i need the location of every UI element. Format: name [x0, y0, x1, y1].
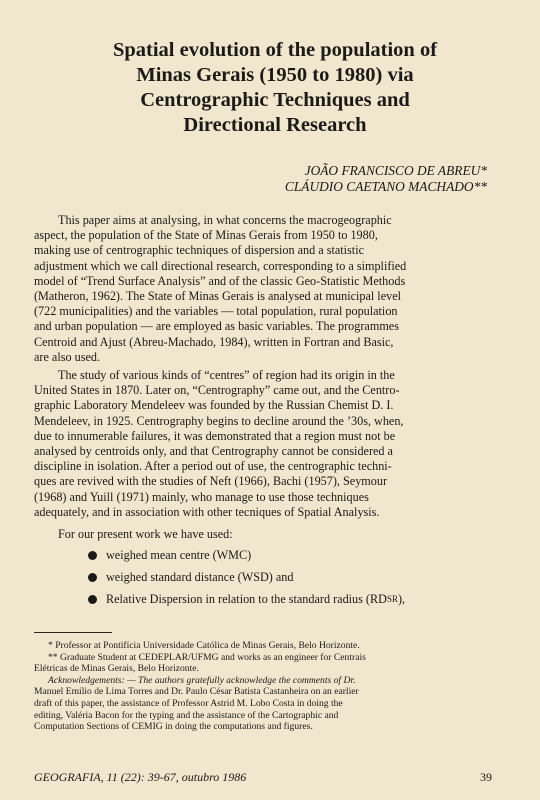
footnote-line: ** Graduate Student at CEDEPLAR/UFMG and works as an engineer for Centrais	[48, 651, 366, 663]
footnote-line: Elétricas de Minas Gerais, Belo Horizonte.	[34, 663, 199, 675]
page-footer	[34, 770, 492, 785]
text-line: ques are revived with the studies of Neft (1966), Bachi (1957), Seymour	[34, 474, 388, 489]
text-line: graphic Laboratory Mendeleev was founded by the Russian Chemist D. I.	[34, 398, 394, 413]
text-line: adequately, and in association with other tecniques of Spatial Analysis.	[34, 504, 380, 519]
list-item	[88, 566, 405, 588]
text-line: (Matheron, 1962). The State of Minas Gerais is analysed at municipal level	[34, 289, 401, 304]
footnote-line: Computation Sections of CEMIG in doing the computations and figures.	[34, 721, 313, 733]
text-line: analysed by centroids only, and that Centrography cannot be considered a	[34, 444, 393, 459]
text-line: Centroid and Ajust (Abreu-Machado, 1984), written in Fortran and Basic,	[34, 334, 394, 349]
text-line: discipline in isolation. After a period out of use, the centrographic techni-	[34, 459, 392, 474]
text-line: adjustment which we call directional research, corresponding to a simplified	[34, 258, 407, 273]
text-line: (1968) and Yuill (1971) mainly, who manage to use those techniques	[34, 489, 369, 504]
list-item-tail: ),	[397, 592, 406, 606]
journal-citation: GEOGRAFIA, 11 (22): 39-67, outubro 1986	[34, 770, 247, 784]
text-line: The study of various kinds of “centres” of region had its origin in the	[58, 368, 395, 382]
bullet-icon	[88, 595, 97, 604]
title-line: Minas Gerais (1950 to 1980) via	[136, 64, 414, 86]
list-intro: For our present work we have used:	[58, 527, 233, 541]
abstract-paragraph	[34, 213, 498, 365]
text-line: are also used.	[34, 349, 100, 364]
title-line: Spatial evolution of the population of	[112, 39, 438, 61]
list-item-text: weighed standard distance (WSD) and	[106, 570, 294, 584]
bullet-icon	[88, 551, 97, 560]
text-line: This paper aims at analysing, in what concerns the macrogeographic	[58, 213, 392, 227]
article-title	[40, 38, 510, 138]
text-line: United States in 1870. Later on, “Centrography” came out, and the Centro-	[34, 383, 400, 398]
title-line: Centrographic Techniques and	[140, 89, 410, 111]
author-name: JOÃO FRANCISCO DE ABREU*	[304, 163, 487, 178]
list-item-text: weighed mean centre (WMC)	[106, 548, 252, 562]
footnote-line: editing, Valéria Bacon for the typing and the assistance of the Cartographic and	[34, 709, 339, 721]
text-line: model of “Trend Surface Analysis” and of the classic Geo-Statistic Methods	[34, 273, 406, 288]
author-name: CLÁUDIO CAETANO MACHADO**	[284, 179, 487, 194]
bullet-icon	[88, 573, 97, 582]
author-list	[285, 163, 487, 195]
text-line: and urban population — are employed as basic variables. The programmes	[34, 319, 399, 334]
footnote-line: draft of this paper, the assistance of Professor Astrid M. Lobo Costa in doing the	[34, 697, 343, 709]
footnote-line: Manuel Emílio de Lima Torres and Dr. Paulo César Batista Castanheira on an earlier	[34, 686, 359, 698]
footnote-line: Acknowledgements: — The authors gratefully acknowledge the comments of Dr.	[48, 674, 356, 686]
footnotes	[34, 640, 500, 733]
list-item-text: Relative Dispersion in relation to the standard radius (RD	[106, 592, 387, 606]
list-item	[88, 588, 405, 610]
text-line: due to innumerable failures, it was demonstrated that a region must not be	[34, 428, 396, 443]
list-item	[88, 544, 405, 566]
text-line: Mendeleev, in 1925. Centrography begins to decline around the ’30s, when,	[34, 413, 404, 428]
method-list	[88, 544, 405, 610]
text-line: aspect, the population of the State of Minas Gerais from 1950 to 1980,	[34, 228, 378, 243]
page-number: 39	[480, 770, 492, 784]
subscript: SR	[386, 594, 398, 604]
body-paragraph	[34, 368, 498, 520]
text-line: making use of centrographic techniques of dispersion and a statistic	[34, 243, 364, 258]
footnote-divider	[34, 632, 112, 633]
title-line: Directional Research	[183, 114, 367, 136]
text-line: (722 municipalities) and the variables — total population, rural population	[34, 304, 398, 319]
footnote-line: * Professor at Pontifícia Universidade Católica de Minas Gerais, Belo Horizonte.	[48, 640, 360, 651]
